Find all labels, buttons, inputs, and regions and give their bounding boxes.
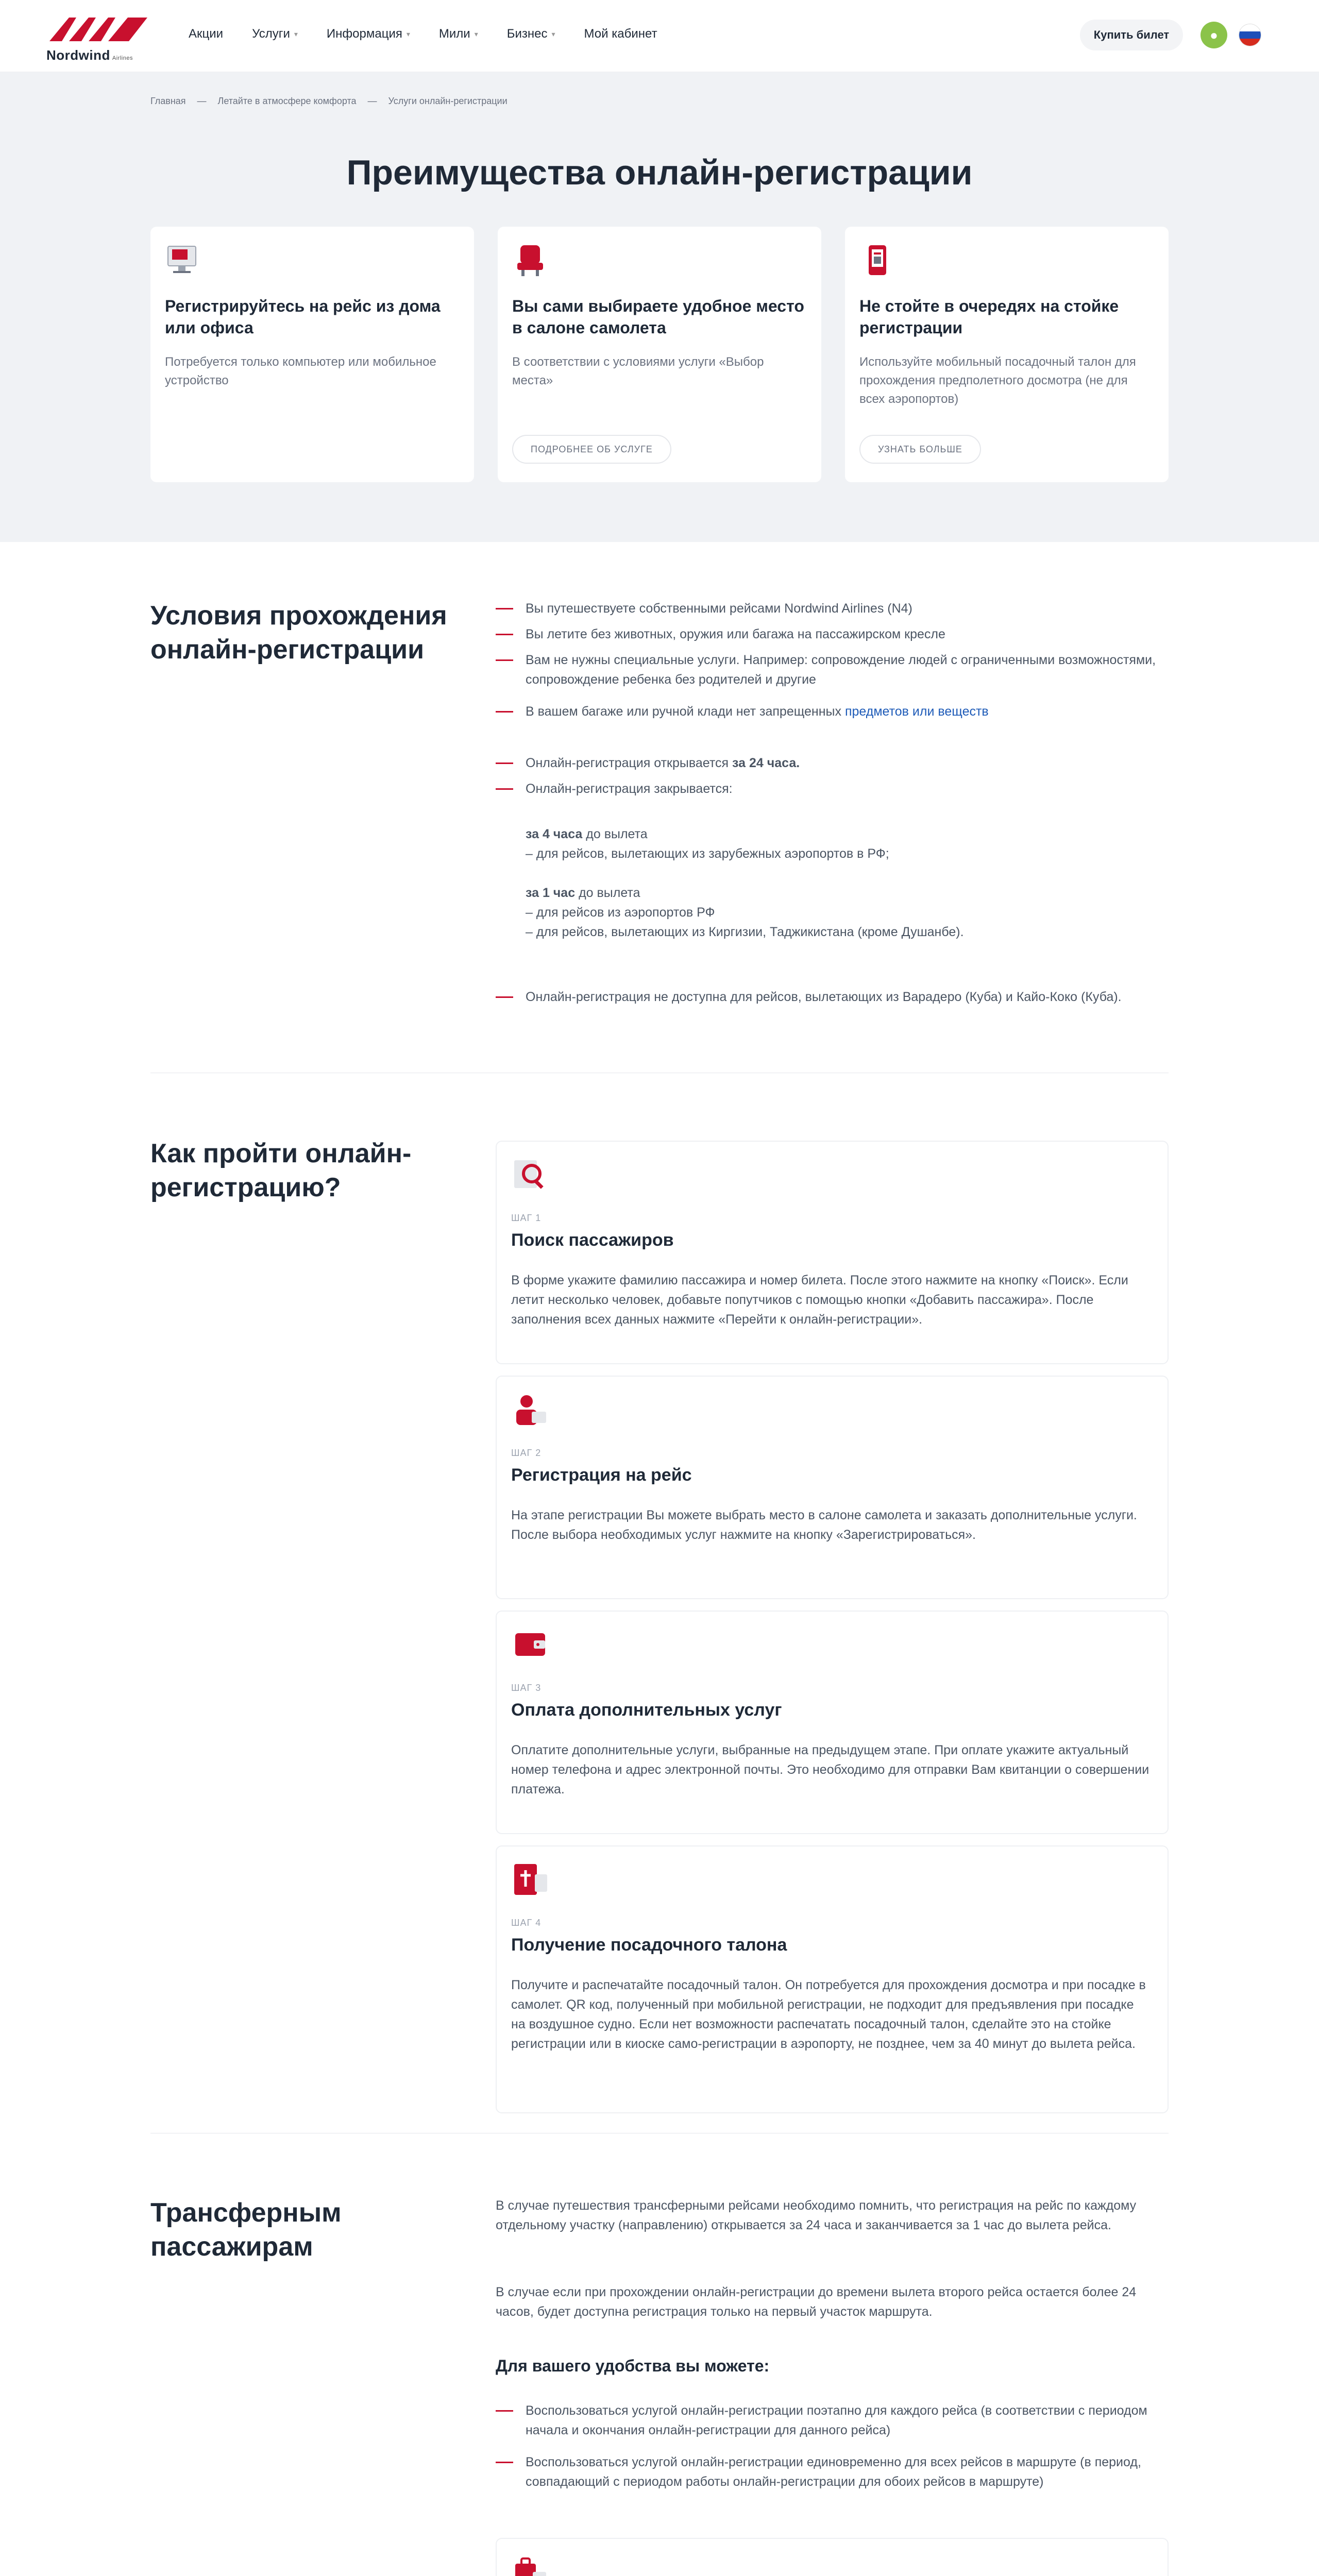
list-item-text: Вам не нужны специальные услуги. Например: сопровождение людей с ограниченными возможностями, сопровождение ребенка без родителей и другие bbox=[526, 653, 1156, 687]
nav-item-miles[interactable] bbox=[439, 27, 478, 41]
list-item bbox=[496, 753, 1165, 773]
step-text: В форме укажите фамилию пассажира и номер билета. После этого нажмите на кнопку «Поиск». Если летит несколько человек, добавьте попутчиков с помощью кнопки «Добавить пассажира». После заполнения всех данных нажмите «Перейти к онлайн-регистрации». bbox=[511, 1273, 1128, 1327]
section-title-howto: Как пройти онлайн-регистрацию? bbox=[150, 1139, 412, 1202]
step-label: ШАГ 3 bbox=[511, 1683, 542, 1693]
nav-item-business[interactable] bbox=[507, 27, 555, 41]
page-title: Преимущества онлайн-регистрации bbox=[346, 153, 973, 192]
nav-label: Бизнес bbox=[506, 27, 548, 41]
step-card bbox=[496, 1845, 1169, 2113]
breadcrumb-home[interactable]: Главная bbox=[150, 96, 186, 106]
close-times bbox=[496, 824, 1165, 942]
benefit-card bbox=[845, 227, 1169, 482]
computer-icon bbox=[165, 242, 201, 278]
transfer-paragraph: В случае если при прохождении онлайн-регистрации до времени вылета второго рейса остается более 24 часов, будет доступна регистрация только на первый участок маршрута. bbox=[496, 2285, 1137, 2319]
list-item-text: Воспользоваться услугой онлайн-регистрации единовременно для всех рейсов в маршруте (в период, совпадающий с периодом работы онлайн-регистрации для обоих рейсов в маршруте) bbox=[526, 2455, 1141, 2489]
close-1h-bold: за 1 час bbox=[526, 886, 576, 900]
chevron-down-icon: ▾ bbox=[474, 29, 478, 38]
nav-item-promos[interactable] bbox=[189, 27, 223, 41]
list-item bbox=[496, 702, 1165, 721]
nav-label: Мой кабинет bbox=[584, 27, 657, 41]
card-title: Не стойте в очередях на стойке регистрации bbox=[859, 297, 1119, 337]
mobile-pass-icon bbox=[859, 242, 895, 278]
breadcrumb-comfort[interactable]: Летайте в атмосфере комфорта bbox=[217, 96, 357, 106]
chevron-down-icon: ▾ bbox=[551, 29, 555, 38]
nav-label: Услуги bbox=[252, 27, 290, 41]
buy-ticket-button[interactable]: Купить билет bbox=[1080, 20, 1183, 50]
logo[interactable] bbox=[46, 13, 149, 63]
step-text: На этапе регистрации Вы можете выбрать место в салоне самолета и заказать дополнительные услуги. После выбора необходимых услуг нажмите на кнопку «Зарегистрироваться». bbox=[511, 1508, 1137, 1542]
card-text: В соответствии с условиями услуги «Выбор места» bbox=[512, 355, 764, 387]
user-icon[interactable]: ● bbox=[1200, 22, 1227, 48]
opens-time: за 24 часа. bbox=[732, 756, 800, 770]
person-registration-icon bbox=[511, 1391, 549, 1429]
list-item bbox=[496, 650, 1165, 689]
section-title-transfer: Трансферным пассажирам bbox=[150, 2198, 342, 2262]
close-1h-rest: до вылета bbox=[575, 886, 640, 900]
step-title: Регистрация на рейс bbox=[511, 1465, 692, 1485]
forbidden-items-link[interactable]: предметов или веществ bbox=[844, 704, 989, 719]
close-1h-line2: – для рейсов, вылетающих из Киргизии, Таджикистана (кроме Душанбе). bbox=[526, 925, 964, 939]
chevron-down-icon: ▾ bbox=[406, 29, 410, 38]
baggage-icon bbox=[511, 2553, 549, 2576]
list-item-text: Вы путешествуете собственными рейсами Nordwind Airlines (N4) bbox=[526, 601, 912, 616]
logo-bird-icon bbox=[46, 13, 149, 46]
main-nav bbox=[189, 27, 657, 41]
benefit-card bbox=[150, 227, 474, 482]
list-item-text: Вы летите без животных, оружия или багажа на пассажирском кресле bbox=[526, 627, 945, 641]
brand-sub: Airlines bbox=[112, 55, 133, 61]
nav-label: Акции bbox=[189, 27, 224, 41]
breadcrumb bbox=[150, 96, 508, 107]
breadcrumb-current: Услуги онлайн-регистрации bbox=[388, 96, 508, 106]
list-item bbox=[496, 2401, 1165, 2440]
list-item-text: Онлайн-регистрация закрывается: bbox=[526, 782, 733, 796]
list-item-text: Онлайн-регистрация открывается bbox=[526, 756, 729, 770]
list-item-text: Воспользоваться услугой онлайн-регистрации поэтапно для каждого рейса (в соответствии с периодом начала и окончания онлайн-регистрации для данного рейса) bbox=[526, 2403, 1147, 2437]
list-item bbox=[496, 779, 1165, 799]
step-card bbox=[496, 1141, 1169, 1364]
boarding-pass-icon bbox=[511, 1861, 549, 1899]
card-text: Потребуется только компьютер или мобильное устройство bbox=[165, 355, 436, 387]
step-label: ШАГ 2 bbox=[511, 1448, 542, 1458]
close-4h-bold: за 4 часа bbox=[526, 827, 583, 841]
step-label: ШАГ 4 bbox=[511, 1918, 542, 1928]
info-card bbox=[496, 2538, 1169, 2576]
step-title: Поиск пассажиров bbox=[511, 1230, 674, 1250]
nav-item-account[interactable] bbox=[584, 27, 657, 41]
list-item bbox=[496, 2452, 1165, 2492]
step-title: Получение посадочного талона bbox=[511, 1935, 787, 1955]
nav-label: Информация bbox=[326, 27, 402, 41]
step-card bbox=[496, 1376, 1169, 1599]
close-1h-line1: – для рейсов из аэропортов РФ bbox=[526, 905, 715, 920]
step-text: Оплатите дополнительные услуги, выбранные на предыдущем этапе. При оплате укажите актуальный номер телефона и адрес электронной почты. Это необходимо для отправки Вам квитанции о совершении платежа. bbox=[511, 1743, 1149, 1797]
chevron-down-icon: ▾ bbox=[294, 29, 298, 38]
seat-icon bbox=[512, 242, 548, 278]
close-4h-rest: до вылета bbox=[582, 827, 648, 841]
benefit-card bbox=[498, 227, 821, 482]
search-passengers-icon bbox=[511, 1156, 549, 1194]
list-item-text: В вашем багаже или ручной клади нет запрещенных bbox=[526, 704, 842, 719]
nav-label: Мили bbox=[438, 27, 470, 41]
breadcrumb-separator: — bbox=[197, 96, 207, 106]
breadcrumb-separator: — bbox=[367, 96, 377, 106]
step-title: Оплата дополнительных услуг bbox=[511, 1700, 782, 1720]
close-4h-line: – для рейсов, вылетающих из зарубежных аэропортов в РФ; bbox=[526, 846, 889, 861]
step-card bbox=[496, 1611, 1169, 1834]
nav-item-services[interactable] bbox=[252, 27, 298, 41]
wallet-icon bbox=[511, 1626, 549, 1664]
step-label: ШАГ 1 bbox=[511, 1213, 542, 1223]
learn-more-button[interactable]: УЗНАТЬ БОЛЬШЕ bbox=[859, 435, 981, 464]
transfer-subtitle: Для вашего удобства вы можете: bbox=[496, 2357, 770, 2375]
list-item bbox=[496, 599, 1165, 618]
transfer-paragraph: В случае путешествия трансферными рейсами необходимо помнить, что регистрация на рейс по каждому отдельному участку (направлению) открывается за 24 часа и заканчивается за 1 час до вылета рейса. bbox=[496, 2198, 1137, 2232]
list-item-text: Онлайн-регистрация не доступна для рейсов, вылетающих из Варадеро (Куба) и Кайо-Коко (Куба). bbox=[526, 990, 1122, 1004]
russian-flag-icon[interactable] bbox=[1239, 24, 1261, 46]
section-title-conditions: Условия прохождения онлайн-регистрации bbox=[150, 601, 447, 665]
card-title: Регистрируйтесь на рейс из дома или офиса bbox=[165, 297, 441, 337]
nav-item-info[interactable] bbox=[327, 27, 410, 41]
step-text: Получите и распечатайте посадочный талон. Он потребуется для прохождения досмотра и при посадке в самолет. QR код, полученный при мобильной регистрации, не подходит для предъявления при посадке на воздушное судно. Если нет возможности распечатать посадочный талон, сделайте это на стойке регистрации или в киоске само-регистрации в аэропорту, не позднее, чем за 40 минут до вылета рейса. bbox=[511, 1978, 1146, 2051]
brand-name: Nordwind bbox=[46, 47, 110, 63]
site-header bbox=[0, 0, 1319, 72]
card-text: Используйте мобильный посадочный талон для прохождения предполетного досмотра (не для всех аэропортов) bbox=[859, 355, 1136, 406]
list-item bbox=[496, 987, 1165, 1007]
list-item bbox=[496, 624, 1165, 644]
card-title: Вы сами выбираете удобное место в салоне самолета bbox=[512, 297, 804, 337]
service-details-button[interactable]: ПОДРОБНЕЕ ОБ УСЛУГЕ bbox=[512, 435, 671, 464]
